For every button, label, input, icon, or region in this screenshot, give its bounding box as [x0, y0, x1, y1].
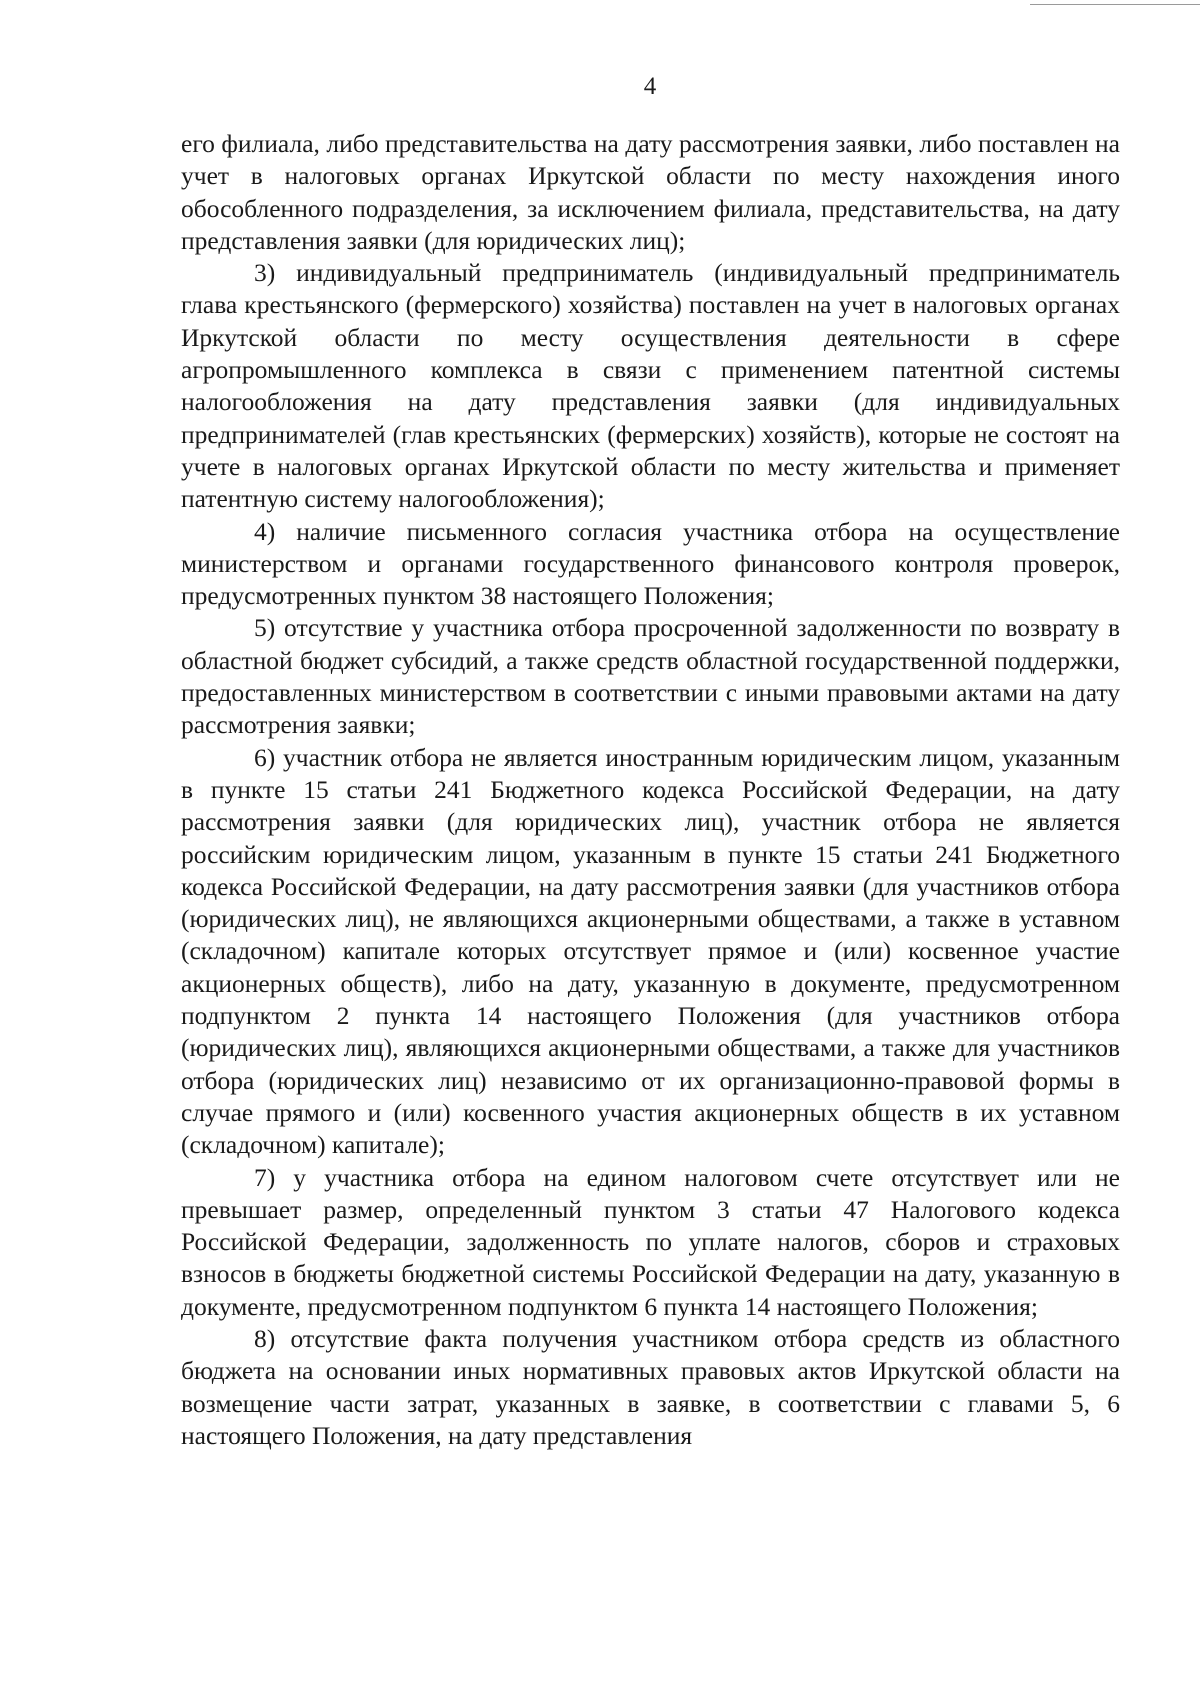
paragraph-item-8: 8) отсутствие факта получения участником отбора средств из областного бюджета на основании иных нормативных правовых актов Иркутской области на возмещение части затрат, указанных в заявке, в соответствии с главами 5, 6 настоящего Положения, на дату представления — [181, 1323, 1120, 1450]
scan-edge-line — [1030, 4, 1200, 6]
paragraph-item-6: 6) участник отбора не является иностранным юридическим лицом, указанным в пункте 15 статьи 241 Бюджетного кодекса Российской Федерации, на дату рассмотрения заявки (для юридических лиц), участник отбора не является российским юридическим лицом, указанным в пункте 15 статьи 241 Бюджетного кодекса Российской Федерации, на дату рассмотрения заявки (для участников отбора (юридических лиц), не являющихся акционерными обществами, а также в уставном (складочном) капитале которых отсутствует прямое и (или) косвенное участие акционерных обществ), либо на дату, указанную в документе, предусмотренном подпунктом 2 пункта 14 настоящего Положения (для участников отбора (юридических лиц), являющихся акционерными обществами, а также для участников отбора (юридических лиц) независимо от их организационно-правовой формы в случае прямого и (или) косвенного участия акционерных обществ в их уставном (складочном) капитале); — [181, 742, 1120, 1160]
paragraph-item-7: 7) у участника отбора на едином налоговом счете отсутствует или не превышает размер, определенный пунктом 3 статьи 47 Налогового кодекса Российской Федерации, задолженность по уплате налогов, сборов и страховых взносов в бюджеты бюджетной системы Российской Федерации на дату, указанную в документе, предусмотренном подпунктом 6 пункта 14 настоящего Положения; — [181, 1162, 1120, 1321]
paragraph-item-5: 5) отсутствие у участника отбора просроченной задолженности по возврату в областной бюджет субсидий, а также средств областной государственной поддержки, предоставленных министерством в соответствии с иными правовыми актами на дату рассмотрения заявки; — [181, 613, 1120, 740]
document-body — [181, 128, 1120, 1452]
paragraph-item-3: 3) индивидуальный предприниматель (индивидуальный предприниматель глава крестьянского (фермерского) хозяйства) поставлен на учет в налоговых органах Иркутской области по месту осуществления деятельности в сфере агропромышленного комплекса в связи с применением патентной системы налогообложения на дату представления заявки (для индивидуальных предпринимателей (глав крестьянских (фермерских) хозяйств), которые не состоят на учете в налоговых органах Иркутской области по месту жительства и применяет патентную систему налогообложения); — [181, 258, 1120, 514]
paragraph-continuation: его филиала, либо представительства на дату рассмотрения заявки, либо поставлен на учет в налоговых органах Иркутской области по месту нахождения иного обособленного подразделения, за исключением филиала, представительства, на дату представления заявки (для юридических лиц); — [181, 129, 1120, 255]
page-number: 4 — [643, 73, 657, 100]
paragraph-item-4: 4) наличие письменного согласия участника отбора на осуществление министерством и органами государственного финансового контроля проверок, предусмотренных пунктом 38 настоящего Положения; — [181, 516, 1120, 611]
